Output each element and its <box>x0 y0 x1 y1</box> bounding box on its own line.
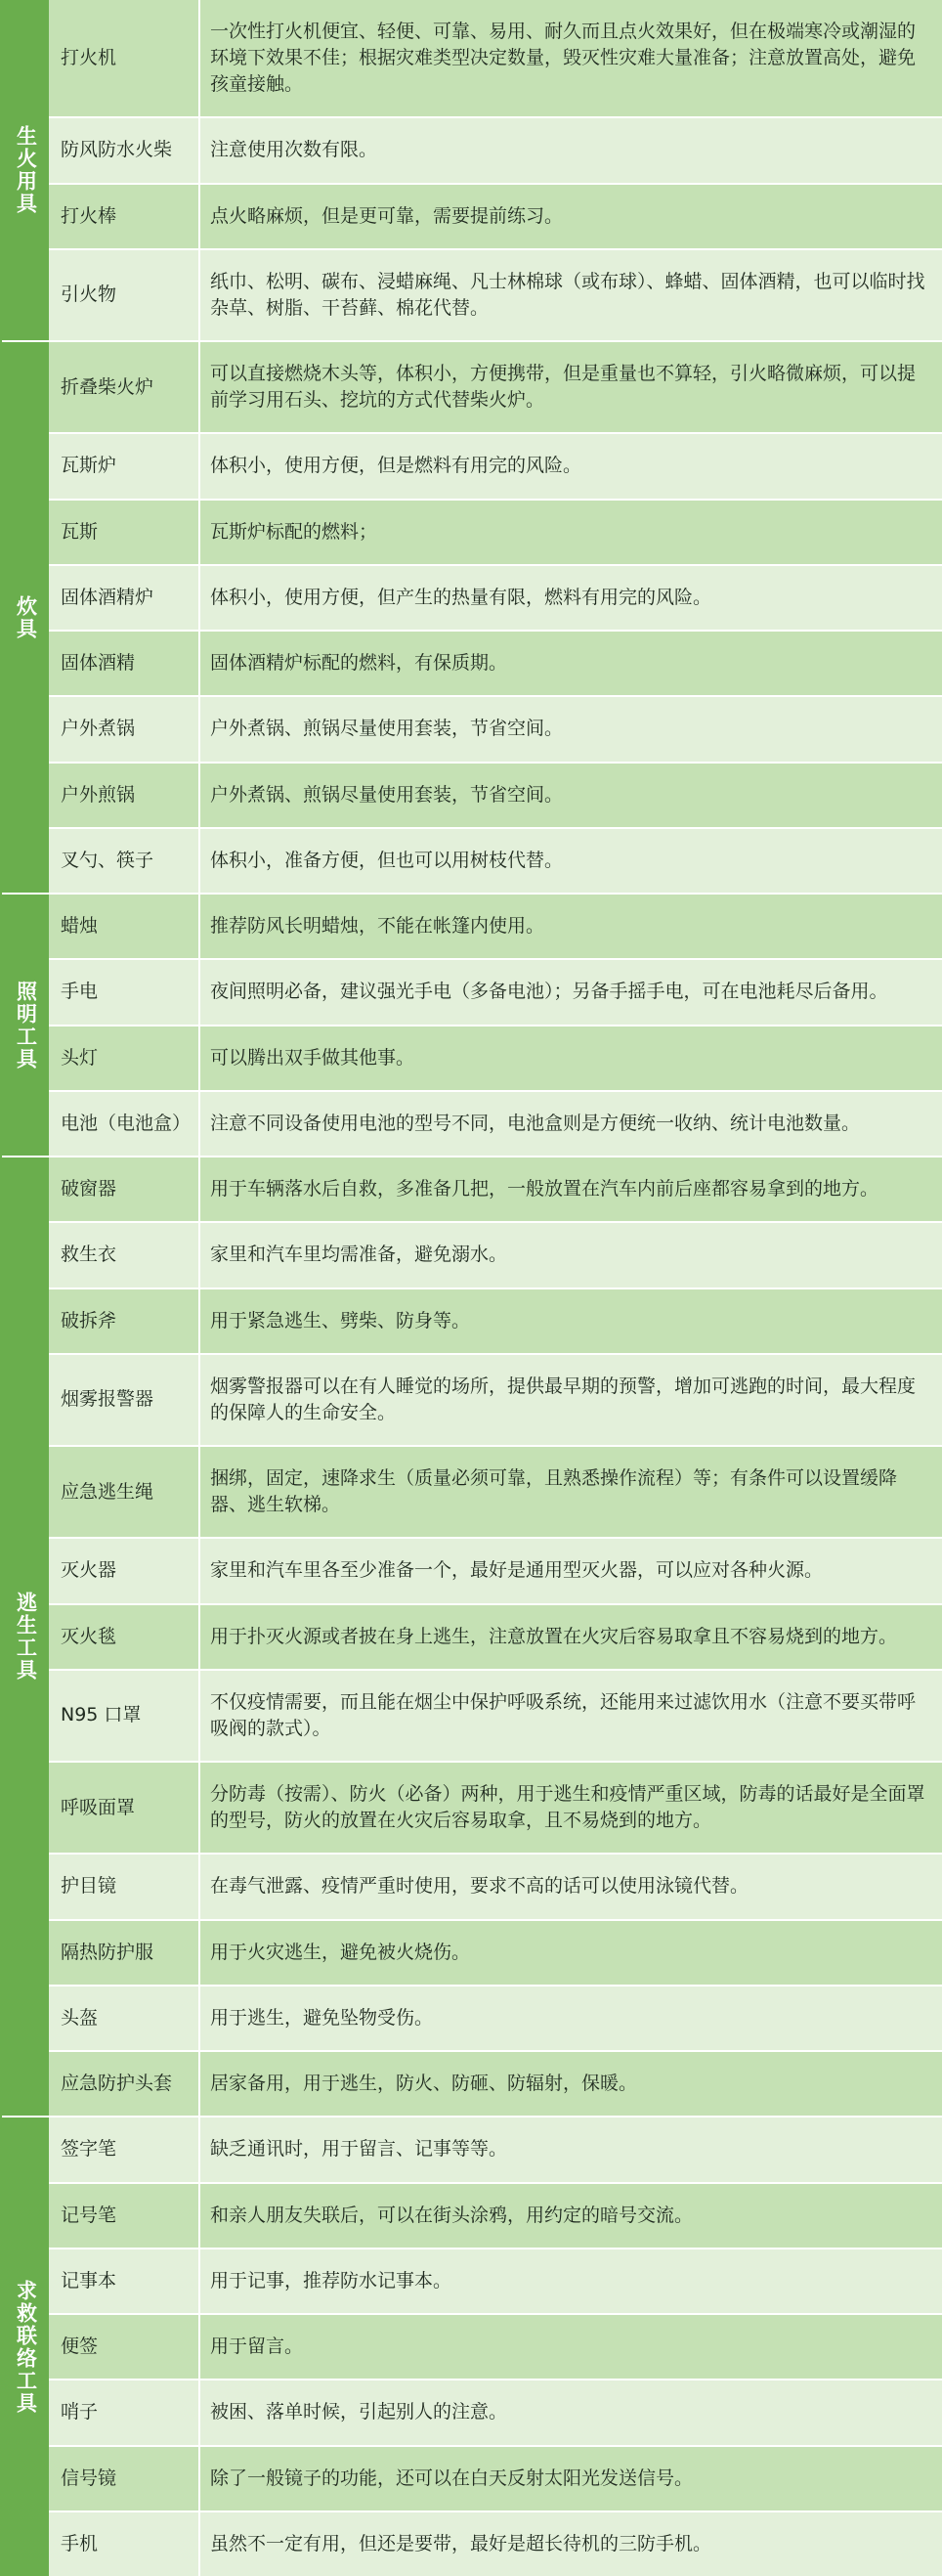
item-desc: 居家备用，用于逃生，防火、防砸、防辐射，保暖。 <box>200 2052 942 2118</box>
item-desc: 缺乏通讯时，用于留言、记事等等。 <box>200 2118 942 2183</box>
item-desc: 家里和汽车里均需准备，避免溺水。 <box>200 1223 942 1288</box>
item-name: 防风防水火柴 <box>49 118 200 184</box>
item-desc: 不仅疫情需要，而且能在烟尘中保护呼吸系统，还能用来过滤饮用水（注意不要买带呼吸阀的款式）。 <box>200 1671 942 1763</box>
category-rescue-contact <box>2 2118 49 2576</box>
item-desc: 推荐防风长明蜡烛，不能在帐篷内使用。 <box>200 895 942 960</box>
item-desc: 烟雾警报器可以在有人睡觉的场所，提供最早期的预警，增加可逃跑的时间，最大程度的保障人的生命安全。 <box>200 1355 942 1447</box>
item-name: 打火棒 <box>49 185 200 250</box>
category-fire-starting <box>2 0 49 342</box>
item-name: 户外煎锅 <box>49 764 200 829</box>
item-name: 头盔 <box>49 1987 200 2052</box>
item-name: 头灯 <box>49 1026 200 1092</box>
item-name: 便签 <box>49 2315 200 2380</box>
item-name: 隔热防护服 <box>49 1921 200 1987</box>
item-name: 手机 <box>49 2512 200 2576</box>
item-desc: 用于紧急逃生、劈柴、防身等。 <box>200 1289 942 1355</box>
item-desc: 体积小，使用方便，但产生的热量有限，燃料有用完的风险。 <box>200 566 942 632</box>
item-desc: 固体酒精炉标配的燃料，有保质期。 <box>200 632 942 697</box>
category-cookware <box>2 342 49 895</box>
category-lighting <box>2 895 49 1157</box>
item-desc: 夜间照明必备，建议强光手电（多备电池）；另备手摇手电，可在电池耗尽后备用。 <box>200 960 942 1026</box>
item-desc: 虽然不一定有用，但还是要带，最好是超长待机的三防手机。 <box>200 2512 942 2576</box>
item-name: 灭火器 <box>49 1539 200 1604</box>
item-desc: 家里和汽车里各至少准备一个，最好是通用型灭火器，可以应对各种火源。 <box>200 1539 942 1604</box>
item-name: 破拆斧 <box>49 1289 200 1355</box>
item-name: 户外煮锅 <box>49 697 200 763</box>
item-name: 烟雾报警器 <box>49 1355 200 1447</box>
item-desc: 可以腾出双手做其他事。 <box>200 1026 942 1092</box>
item-name: N95 口罩 <box>49 1671 200 1763</box>
item-desc: 捆绑，固定，速降求生（质量必须可靠，且熟悉操作流程）等；有条件可以设置缓降器、逃生软梯。 <box>200 1447 942 1539</box>
category-label: 逃生工具 <box>14 1592 38 1682</box>
item-name: 信号镜 <box>49 2447 200 2512</box>
item-desc: 用于记事，推荐防水记事本。 <box>200 2249 942 2315</box>
item-desc: 体积小，使用方便，但是燃料有用完的风险。 <box>200 434 942 500</box>
item-name: 电池（电池盒） <box>49 1092 200 1157</box>
item-name: 固体酒精 <box>49 632 200 697</box>
item-name: 哨子 <box>49 2380 200 2446</box>
item-name: 手电 <box>49 960 200 1026</box>
item-name: 蜡烛 <box>49 895 200 960</box>
item-desc: 用于车辆落水后自救，多准备几把，一般放置在汽车内前后座都容易拿到的地方。 <box>200 1157 942 1223</box>
item-desc: 和亲人朋友失联后，可以在街头涂鸦，用约定的暗号交流。 <box>200 2184 942 2249</box>
item-desc: 除了一般镜子的功能，还可以在白天反射太阳光发送信号。 <box>200 2447 942 2512</box>
item-name: 引火物 <box>49 250 200 342</box>
item-desc: 用于留言。 <box>200 2315 942 2380</box>
item-desc: 体积小，准备方便，但也可以用树枝代替。 <box>200 829 942 895</box>
item-desc: 用于逃生，避免坠物受伤。 <box>200 1987 942 2052</box>
item-desc: 可以直接燃烧木头等，体积小，方便携带，但是重量也不算轻，引火略微麻烦，可以提前学习用石头、挖坑的方式代替柴火炉。 <box>200 342 942 434</box>
item-name: 固体酒精炉 <box>49 566 200 632</box>
item-desc: 用于火灾逃生，避免被火烧伤。 <box>200 1921 942 1987</box>
item-desc: 户外煮锅、煎锅尽量使用套装，节省空间。 <box>200 697 942 763</box>
item-name: 破窗器 <box>49 1157 200 1223</box>
item-name: 护目镜 <box>49 1855 200 1920</box>
item-name: 折叠柴火炉 <box>49 342 200 434</box>
category-label: 照明工具 <box>14 980 38 1070</box>
item-desc: 在毒气泄露、疫情严重时使用，要求不高的话可以使用泳镜代替。 <box>200 1855 942 1920</box>
item-name: 打火机 <box>49 0 200 118</box>
item-name: 瓦斯 <box>49 501 200 566</box>
category-escape <box>2 1157 49 2118</box>
item-desc: 一次性打火机便宜、轻便、可靠、易用、耐久而且点火效果好，但在极端寒冷或潮湿的环境下效果不佳；根据灾难类型决定数量，毁灭性灾难大量准备；注意放置高处，避免孩童接触。 <box>200 0 942 118</box>
item-name: 灭火毯 <box>49 1605 200 1671</box>
item-desc: 点火略麻烦，但是更可靠，需要提前练习。 <box>200 185 942 250</box>
item-desc: 户外煮锅、煎锅尽量使用套装，节省空间。 <box>200 764 942 829</box>
category-label: 生火用具 <box>14 125 38 215</box>
category-label: 求救联络工具 <box>14 2279 38 2415</box>
item-desc: 瓦斯炉标配的燃料； <box>200 501 942 566</box>
item-name: 记事本 <box>49 2249 200 2315</box>
item-name: 叉勺、筷子 <box>49 829 200 895</box>
category-label: 炊具 <box>14 594 38 640</box>
item-name: 签字笔 <box>49 2118 200 2183</box>
item-name: 救生衣 <box>49 1223 200 1288</box>
item-desc: 被困、落单时候，引起别人的注意。 <box>200 2380 942 2446</box>
item-desc: 用于扑灭火源或者披在身上逃生，注意放置在火灾后容易取拿且不容易烧到的地方。 <box>200 1605 942 1671</box>
item-desc: 纸巾、松明、碳布、浸蜡麻绳、凡士林棉球（或布球）、蜂蜡、固体酒精，也可以临时找杂草、树脂、干苔藓、棉花代替。 <box>200 250 942 342</box>
item-desc: 注意不同设备使用电池的型号不同，电池盒则是方便统一收纳、统计电池数量。 <box>200 1092 942 1157</box>
item-name: 呼吸面罩 <box>49 1763 200 1855</box>
item-name: 记号笔 <box>49 2184 200 2249</box>
item-name: 瓦斯炉 <box>49 434 200 500</box>
item-name: 应急逃生绳 <box>49 1447 200 1539</box>
item-desc: 注意使用次数有限。 <box>200 118 942 184</box>
item-desc: 分防毒（按需）、防火（必备）两种，用于逃生和疫情严重区域，防毒的话最好是全面罩的型号，防火的放置在火灾后容易取拿，且不易烧到的地方。 <box>200 1763 942 1855</box>
item-name: 应急防护头套 <box>49 2052 200 2118</box>
